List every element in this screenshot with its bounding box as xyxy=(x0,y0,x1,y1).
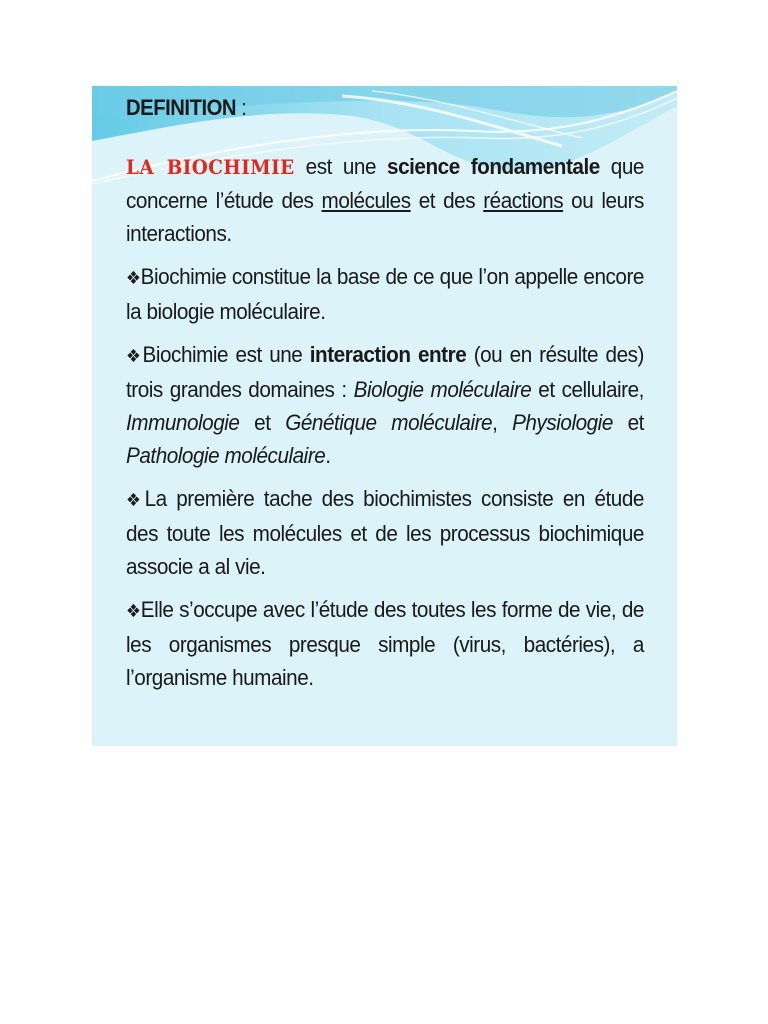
definition-paragraph: LA BIOCHIMIE est une science fondamentale que concerne l’étude des molécules et des réactions ou leurs interactions. xyxy=(126,154,644,246)
diamond-bullet-icon: ❖ xyxy=(126,490,145,510)
bullet-4: ❖Elle s’occupe avec l’étude des toutes les forme de vie, de les organismes presque simple (virus, bactéries), a l’organisme humaine. xyxy=(126,597,644,690)
slide-content xyxy=(126,94,644,704)
diamond-bullet-icon: ❖ xyxy=(126,268,141,288)
term-biochimie: LA BIOCHIMIE xyxy=(126,155,295,179)
slide-title: DEFINITION : xyxy=(126,95,247,120)
bullet-3: ❖La première tache des biochimistes consiste en étude des toute les molécules et de les processus biochimique associe a al vie. xyxy=(126,486,644,579)
slide xyxy=(92,86,677,746)
bullet-1: ❖Biochimie constitue la base de ce que l’on appelle encore la biologie moléculaire. xyxy=(126,264,644,324)
diamond-bullet-icon: ❖ xyxy=(126,601,141,621)
diamond-bullet-icon: ❖ xyxy=(126,346,143,366)
bullet-2: ❖Biochimie est une interaction entre (ou en résulte des) trois grandes domaines : Biologie moléculaire et cellulaire, Immunologie et Génétique moléculaire, Physiologie et Pathologie moléculaire. xyxy=(126,342,644,468)
